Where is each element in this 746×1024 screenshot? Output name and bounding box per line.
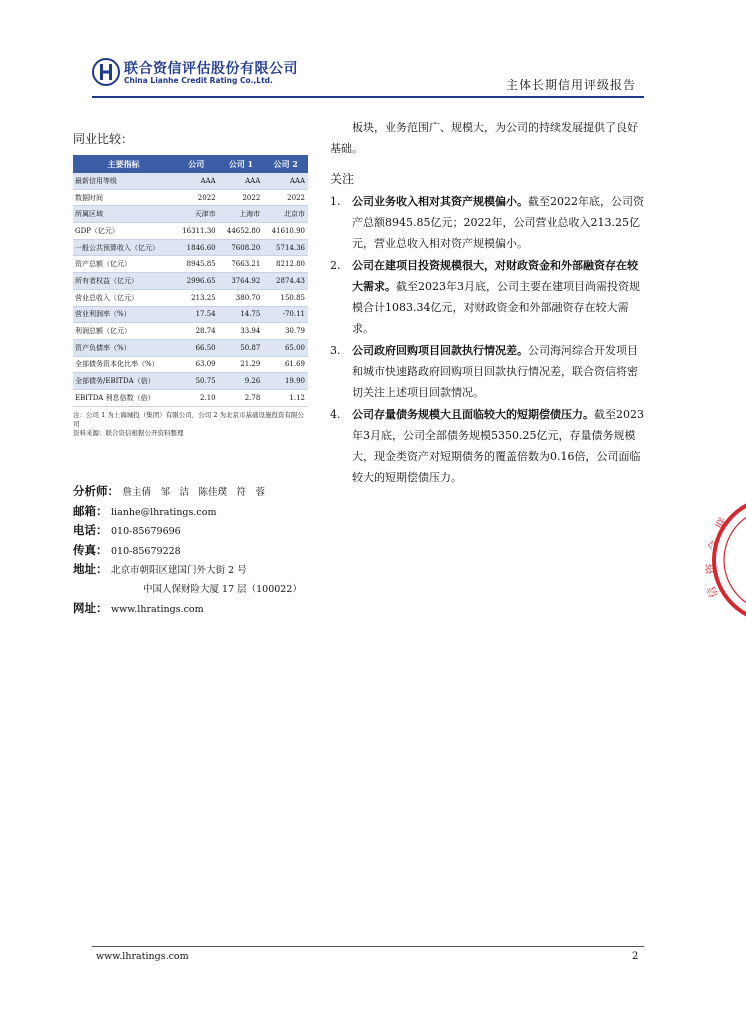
analyst-row	[73, 482, 333, 502]
lianhe-logo-icon	[92, 58, 120, 86]
table-cell: 19.90	[263, 373, 308, 390]
analyst-label: 分析师：	[73, 484, 119, 498]
row-label: 所有者权益（亿元）	[73, 273, 174, 290]
table-header-row	[73, 155, 308, 173]
header-cell: 主要指标	[73, 155, 174, 173]
concern-heading-text: 公司业务收入相对其资产规模偏小。	[352, 195, 528, 208]
table-row	[73, 373, 308, 390]
company-seal-icon	[706, 490, 746, 630]
table-note	[73, 411, 308, 438]
company-name-en: China Lianhe Credit Rating Co.,Ltd.	[124, 76, 273, 85]
table-cell: AAA	[263, 173, 308, 189]
table-cell: 天津市	[174, 206, 219, 223]
table-cell: 5714.36	[263, 239, 308, 256]
table-cell: 33.94	[219, 323, 264, 340]
table-row	[73, 273, 308, 290]
website-link[interactable]: www.lhratings.com	[111, 604, 204, 615]
svg-text:合: 合	[706, 539, 721, 553]
table-row	[73, 223, 308, 240]
website-label: 网址：	[73, 601, 108, 615]
phone-label: 电话：	[73, 523, 108, 537]
address-row	[73, 560, 333, 580]
table-row	[73, 239, 308, 256]
table-cell: 21.29	[219, 356, 264, 373]
table-cell: 14.75	[219, 306, 264, 323]
concern-body-text: 公司海河综合开发项目和城市快速路政府回购项目回款执行情况差，联合资信将密切关注上述项目回款情况。	[352, 344, 638, 399]
table-row	[73, 256, 308, 273]
concern-number: 1.	[330, 195, 341, 208]
comparison-table	[73, 155, 308, 407]
table-cell: 9.26	[219, 373, 264, 390]
row-label: 全部债务/EBITDA（倍）	[73, 373, 174, 390]
table-cell: 380.70	[219, 289, 264, 306]
table-cell: AAA	[174, 173, 219, 189]
table-source: 资料来源：联合资信根据公开资料整理	[73, 428, 184, 437]
table-row	[73, 289, 308, 306]
table-row	[73, 206, 308, 223]
table-cell: 2022	[219, 189, 264, 206]
comparison-table-body	[73, 173, 308, 406]
table-cell: 8945.85	[174, 256, 219, 273]
row-label: GDP（亿元）	[73, 223, 174, 240]
footer-divider	[92, 946, 644, 947]
table-row	[73, 306, 308, 323]
concern-item	[330, 404, 646, 488]
phone-row	[73, 521, 333, 541]
svg-text:资: 资	[704, 562, 718, 575]
table-row	[73, 189, 308, 206]
table-cell: 16311.30	[174, 223, 219, 240]
concern-number: 4.	[330, 408, 341, 421]
header-divider	[92, 96, 644, 98]
table-cell: 30.79	[263, 323, 308, 340]
table-cell: 2996.65	[174, 273, 219, 290]
table-cell: 65.00	[263, 339, 308, 356]
table-cell: 8212.80	[263, 256, 308, 273]
table-footnote: 注：公司 1 为上海城投（集团）有限公司，公司 2 为北京市基础设施投资有限公司	[73, 410, 305, 428]
table-cell: 2022	[174, 189, 219, 206]
concern-body-text: 截至2023年3月底，公司全部债务规模5350.25亿元，存量债务规模大，现金类资产对短期债务的覆盖倍数为0.16倍，公司面临较大的短期偿债压力。	[352, 408, 644, 484]
contact-block	[73, 482, 333, 619]
table-cell: 44652.80	[219, 223, 264, 240]
table-row	[73, 339, 308, 356]
header-cell: 公司 1	[219, 155, 264, 173]
table-cell: 3764.92	[219, 273, 264, 290]
row-label: 最新信用等级	[73, 173, 174, 189]
table-cell: 7663.21	[219, 256, 264, 273]
fax-label: 传真：	[73, 542, 108, 557]
table-cell: 2.78	[219, 389, 264, 406]
email-row	[73, 502, 333, 522]
svg-text:信: 信	[704, 584, 721, 600]
row-label: 所属区域	[73, 206, 174, 223]
table-cell: 17.54	[174, 306, 219, 323]
table-cell: 28.74	[174, 323, 219, 340]
row-label: 一般公共预算收入（亿元）	[73, 239, 174, 256]
concern-number: 3.	[330, 344, 341, 357]
footer-url[interactable]: www.lhratings.com	[96, 951, 189, 962]
row-label: EBITDA 利息倍数（倍）	[73, 389, 174, 406]
table-cell: 1846.60	[174, 239, 219, 256]
company-name-cn: 联合资信评估股份有限公司	[124, 61, 298, 77]
table-cell: 北京市	[263, 206, 308, 223]
table-cell: -70.11	[263, 306, 308, 323]
table-cell: 150.85	[263, 289, 308, 306]
table-row	[73, 389, 308, 406]
row-label: 利润总额（亿元）	[73, 323, 174, 340]
row-label: 营业利润率（%）	[73, 306, 174, 323]
comparison-section	[73, 130, 308, 438]
row-label: 资产总额（亿元）	[73, 256, 174, 273]
table-cell: 41610.90	[263, 223, 308, 240]
table-row	[73, 173, 308, 189]
table-cell: 2.10	[174, 389, 219, 406]
svg-text:联: 联	[713, 515, 731, 532]
concern-heading-text: 公司政府回购项目回款执行情况差。	[352, 344, 528, 357]
page-header	[92, 58, 644, 96]
address-line-2: 中国人保财险大厦 17 层（100022）	[143, 583, 302, 595]
fax-row	[73, 541, 333, 561]
row-label: 营业总收入（亿元）	[73, 289, 174, 306]
table-cell: 63.09	[174, 356, 219, 373]
concern-list	[330, 191, 646, 488]
table-cell: 上海市	[219, 206, 264, 223]
phone-value: 010-85679696	[111, 526, 181, 537]
address-label: 地址：	[73, 562, 108, 576]
table-cell: 7608.20	[219, 239, 264, 256]
page-number: 2	[632, 951, 639, 962]
concern-heading: 关注	[330, 172, 355, 186]
table-cell: 2874.43	[263, 273, 308, 290]
concern-item	[330, 340, 646, 403]
table-cell: 50.87	[219, 339, 264, 356]
row-label: 全部债务资本化比率（%）	[73, 356, 174, 373]
website-row	[73, 599, 333, 619]
report-title: 主体长期信用评级报告	[505, 78, 636, 92]
row-label: 数据时间	[73, 189, 174, 206]
right-column	[330, 117, 646, 488]
table-cell: 50.75	[174, 373, 219, 390]
concern-item	[330, 255, 646, 339]
email-label: 邮箱：	[73, 503, 108, 518]
table-cell: 213.25	[174, 289, 219, 306]
concern-body-text: 截至2022年底，公司资产总额8945.85亿元；2022年，公司营业总收入213.25亿元，营业总收入相对资产规模偏小。	[352, 195, 644, 250]
concern-heading-text: 公司存量债务规模大且面临较大的短期偿债压力。	[352, 408, 594, 421]
concern-heading-text: 公司在建项目投资规模很大，对财政资金和外部融资存在较大需求。	[352, 259, 638, 293]
address-line-1: 北京市朝阳区建国门外大街 2 号	[111, 565, 247, 576]
concern-item	[330, 191, 646, 254]
concern-number: 2.	[330, 259, 341, 272]
comparison-title: 同业比较：	[73, 132, 134, 146]
header-cell: 公司	[174, 155, 219, 173]
analyst-names: 詹主倩 邹 洁 陈佳璞 符 蓉	[122, 487, 266, 498]
concern-body-text: 截至2023年3月底，公司主要在建项目尚需投资规模合计1083.34亿元，对财政资金和外部融资存在较大需求。	[352, 280, 640, 335]
table-row	[73, 356, 308, 373]
table-cell: AAA	[219, 173, 264, 189]
row-label: 资产负债率（%）	[73, 339, 174, 356]
table-cell: 61.69	[263, 356, 308, 373]
continued-paragraph: 板块，业务范围广、规模大，为公司的持续发展提供了良好基础。	[330, 121, 638, 155]
email-link[interactable]: lianhe@lhratings.com	[111, 506, 217, 518]
table-cell: 66.50	[174, 339, 219, 356]
table-row	[73, 323, 308, 340]
table-cell: 2022	[263, 189, 308, 206]
header-cell: 公司 2	[263, 155, 308, 173]
table-cell: 1.12	[263, 389, 308, 406]
fax-value: 010-85679228	[111, 545, 181, 557]
